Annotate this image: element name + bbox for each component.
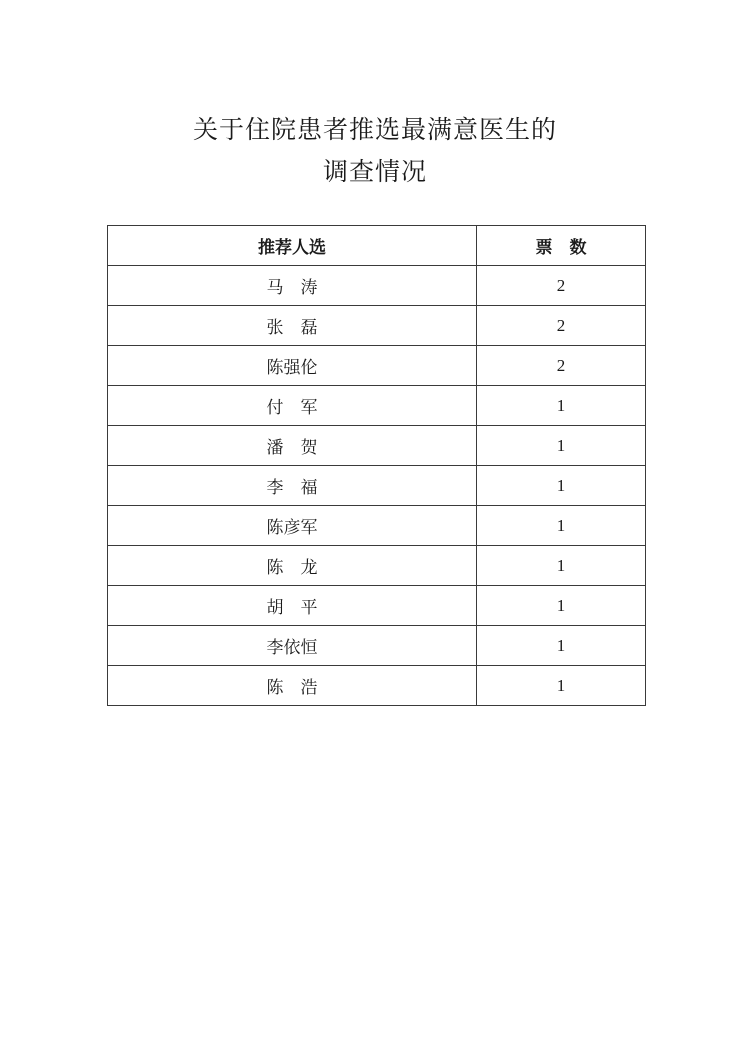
candidate-name: 陈强伦 (108, 346, 477, 386)
candidate-name: 潘 贺 (108, 426, 477, 466)
vote-count: 1 (477, 626, 646, 666)
vote-count: 1 (477, 466, 646, 506)
candidate-name: 马 涛 (108, 266, 477, 306)
survey-results-table (107, 225, 646, 706)
candidate-name: 张 磊 (108, 306, 477, 346)
vote-count: 1 (477, 506, 646, 546)
column-header-votes: 票 数 (477, 226, 646, 266)
vote-count: 2 (477, 306, 646, 346)
vote-count: 1 (477, 386, 646, 426)
table-row (108, 466, 646, 506)
candidate-name: 李依恒 (108, 626, 477, 666)
candidate-name: 陈 浩 (108, 666, 477, 706)
vote-count: 1 (477, 426, 646, 466)
candidate-name: 陈 龙 (108, 546, 477, 586)
table-row (108, 386, 646, 426)
table-row (108, 426, 646, 466)
candidate-name: 李 福 (108, 466, 477, 506)
vote-count: 2 (477, 266, 646, 306)
vote-count: 2 (477, 346, 646, 386)
vote-count: 1 (477, 546, 646, 586)
candidate-name: 付 军 (108, 386, 477, 426)
document-title-line-2: 调查情况 (322, 157, 427, 186)
candidate-name: 胡 平 (108, 586, 477, 626)
column-header-candidate: 推荐人选 (108, 226, 477, 266)
table-row (108, 546, 646, 586)
candidate-name: 陈彦军 (108, 506, 477, 546)
vote-count: 1 (477, 586, 646, 626)
vote-count: 1 (477, 666, 646, 706)
table-row (108, 506, 646, 546)
table-row (108, 586, 646, 626)
table-header-row (108, 226, 646, 266)
table-row (108, 306, 646, 346)
document-title-line-1: 关于住院患者推选最满意医生的 (192, 115, 557, 144)
table-row (108, 346, 646, 386)
table-row (108, 666, 646, 706)
table-row (108, 626, 646, 666)
table-row (108, 266, 646, 306)
